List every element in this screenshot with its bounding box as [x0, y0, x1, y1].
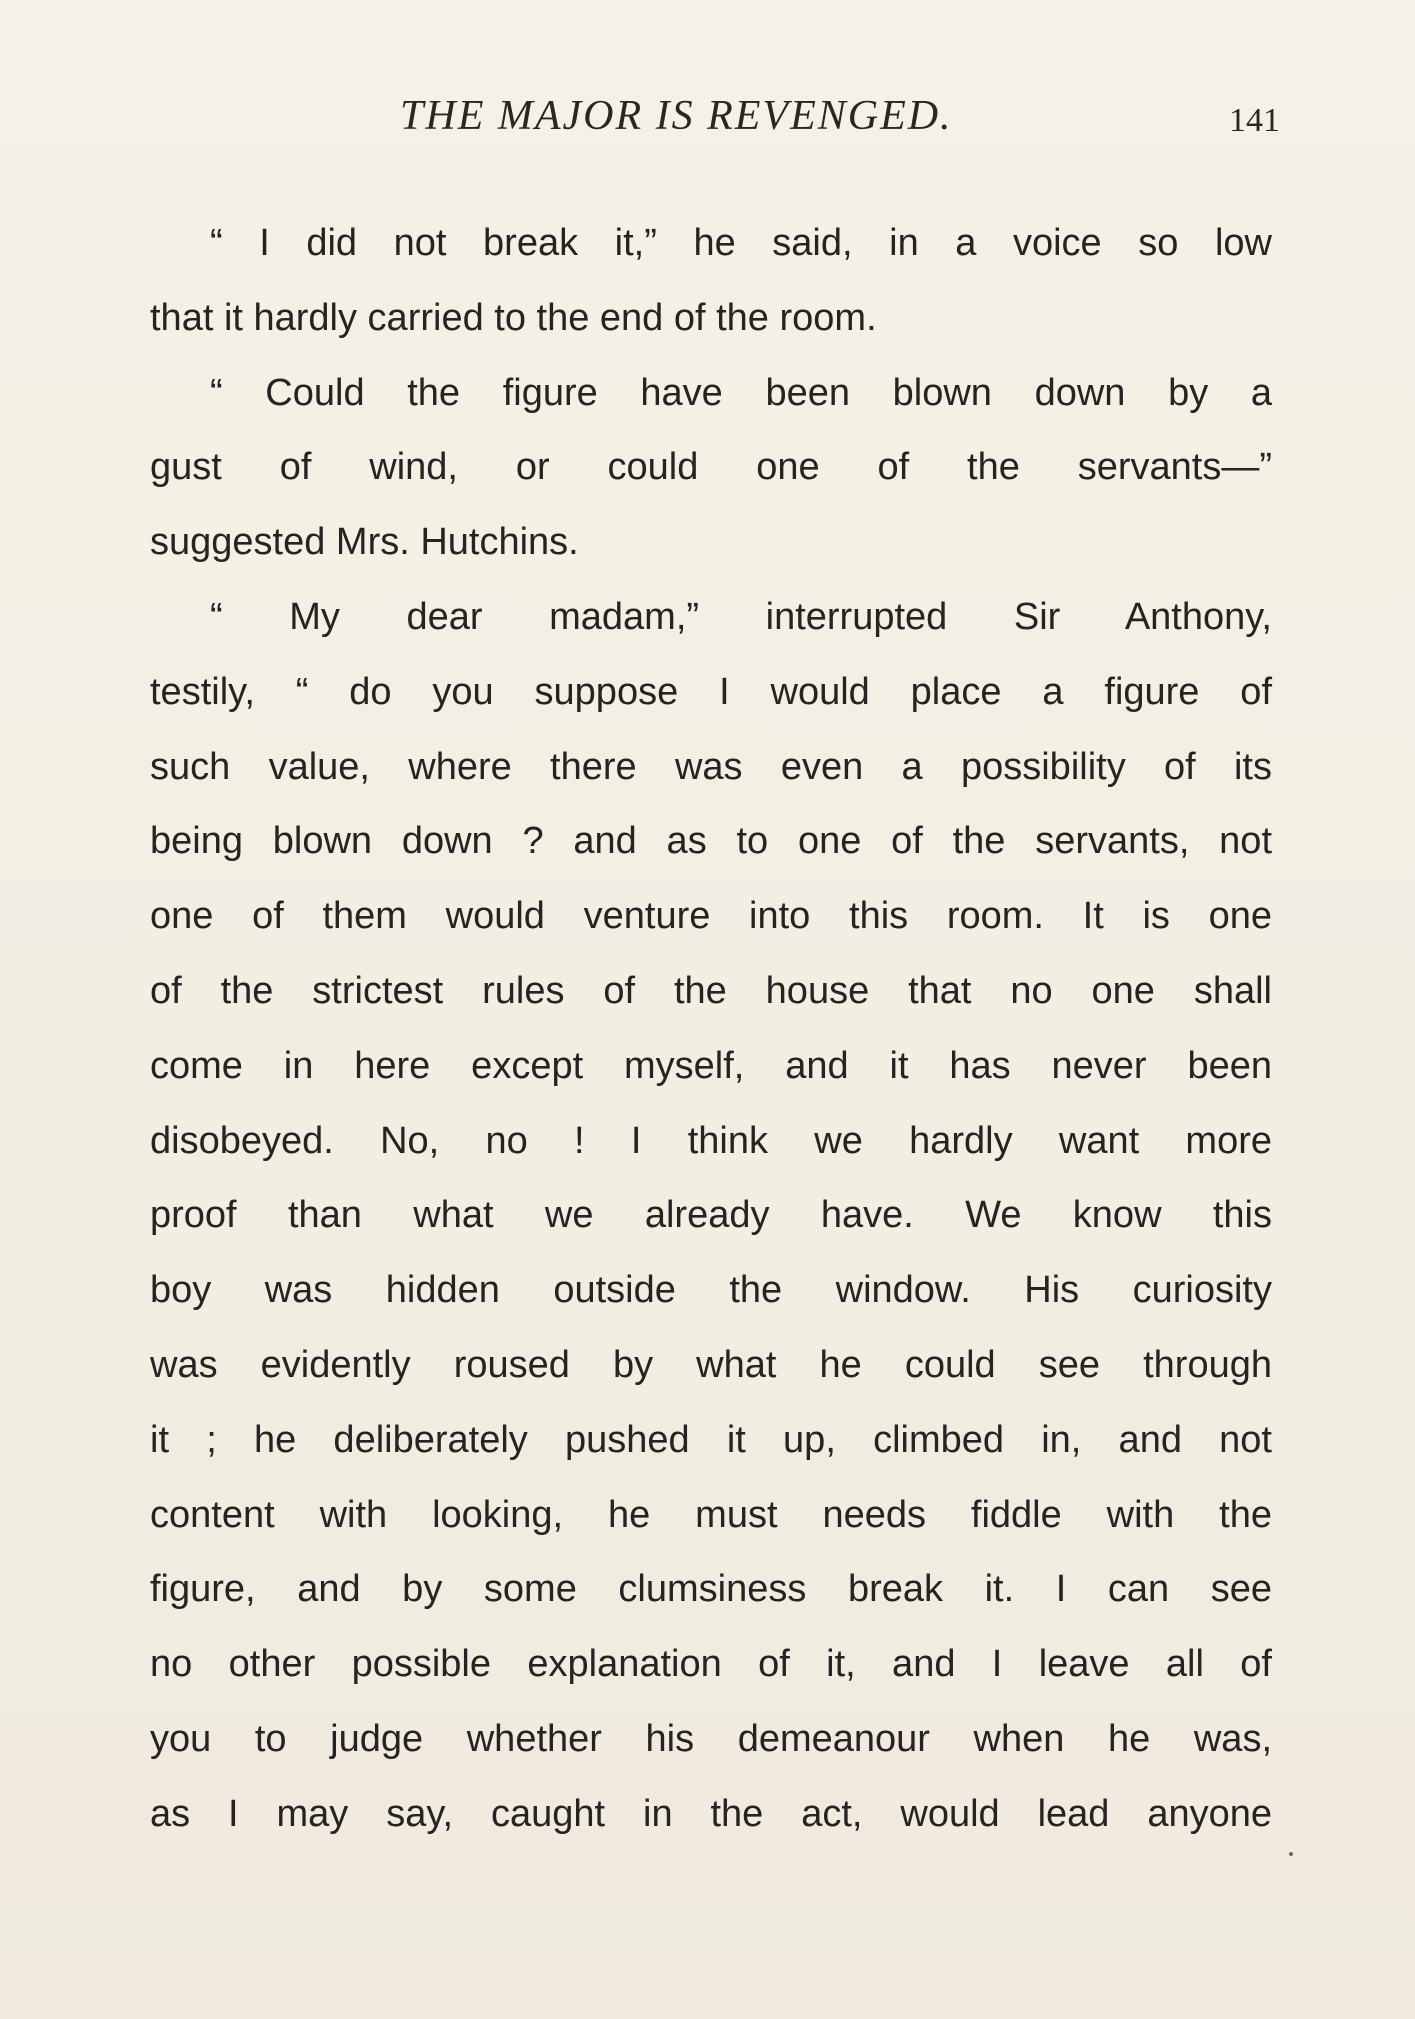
text-line: gust of wind, or could one of the servants—”	[150, 446, 1272, 489]
text-line: being blown down ? and as to one of the servants, not	[150, 820, 1272, 863]
text-line: testily, “ do you suppose I would place a figure of	[150, 670, 1272, 713]
text-line: no other possible explanation of it, and I leave all of	[150, 1643, 1272, 1686]
text-line: “ Could the figure have been blown down by a	[210, 371, 1272, 414]
text-line: come in here except myself, and it has never been	[150, 1044, 1272, 1087]
text-line: that it hardly carried to the end of the room.	[150, 296, 877, 339]
page-number: 141	[1229, 102, 1280, 139]
text-line: “ I did not break it,” he said, in a voice so low	[210, 222, 1272, 264]
text-line: content with looking, he must needs fiddle with the	[150, 1493, 1272, 1536]
text-line: such value, where there was even a possibility of its	[150, 745, 1272, 788]
running-head	[150, 92, 1280, 152]
text-line: figure, and by some clumsiness break it. I can see	[150, 1568, 1272, 1611]
text-line: boy was hidden outside the window. His curiosity	[150, 1269, 1272, 1312]
text-line: “ My dear madam,” interrupted Sir Anthony,	[210, 595, 1272, 638]
text-line: one of them would venture into this room. It is one	[150, 895, 1272, 938]
body-text	[150, 206, 1272, 1852]
text-line: was evidently roused by what he could see through	[150, 1343, 1272, 1386]
running-title: THE MAJOR IS REVENGED.	[400, 93, 953, 139]
ink-speck	[1289, 1852, 1293, 1856]
text-line: it ; he deliberately pushed it up, climbed in, and not	[150, 1418, 1272, 1461]
text-line: proof than what we already have. We know this	[150, 1194, 1272, 1237]
text-line: you to judge whether his demeanour when he was,	[150, 1717, 1272, 1760]
text-line: disobeyed. No, no ! I think we hardly want more	[150, 1119, 1272, 1162]
text-line: suggested Mrs. Hutchins.	[150, 521, 579, 564]
text-line: of the strictest rules of the house that no one shall	[150, 969, 1272, 1012]
text-line: as I may say, caught in the act, would lead anyone	[150, 1792, 1272, 1835]
